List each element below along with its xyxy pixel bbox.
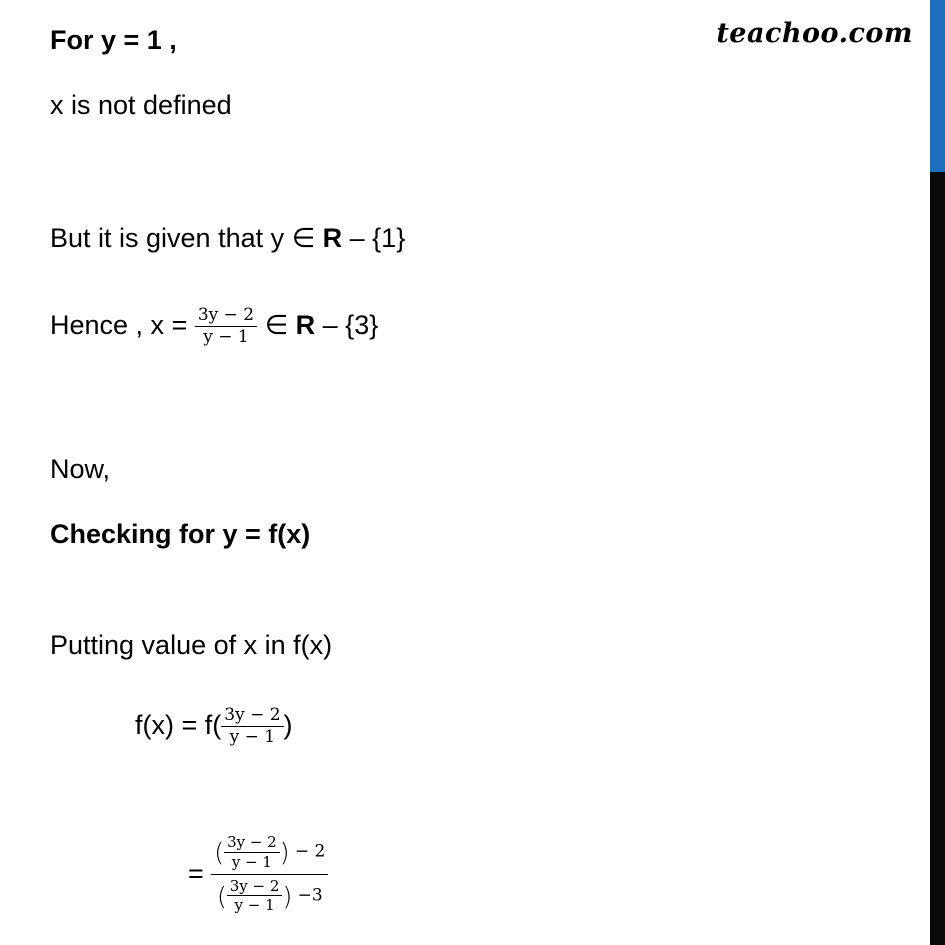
inner-denominator: y − 1 — [224, 852, 280, 872]
real-set-symbol: R — [295, 310, 316, 340]
fraction — [221, 705, 283, 749]
set-prefix: ∈ — [257, 310, 296, 340]
given-prefix: But it is given that y ∈ — [50, 223, 323, 253]
fx-prefix: f(x) = f( — [135, 710, 222, 740]
hence-suffix: – {3} — [315, 310, 379, 340]
real-set-symbol: R — [322, 223, 343, 253]
compound-fraction — [211, 833, 328, 915]
close-paren: ) — [282, 881, 293, 911]
close-paren: ) — [279, 837, 290, 867]
fraction-denominator: y − 1 — [221, 726, 283, 748]
fraction — [195, 305, 257, 349]
fraction-numerator: 3y − 2 — [224, 705, 281, 726]
compound-denominator — [211, 874, 328, 916]
equals-sign: = — [188, 858, 204, 889]
inner-fraction — [224, 833, 280, 872]
logo: teachoo.com — [716, 18, 913, 49]
vertical-scrollbar[interactable] — [930, 0, 945, 945]
now-line: Now, — [50, 454, 111, 484]
fraction-numerator: 3y − 2 — [197, 305, 255, 326]
given-suffix: – {1} — [342, 223, 406, 253]
denominator-tail: −3 — [292, 885, 323, 906]
inner-fraction — [227, 877, 283, 916]
inner-denominator: y − 1 — [227, 895, 283, 915]
inner-numerator: 3y − 2 — [229, 876, 280, 895]
compound-numerator — [211, 833, 328, 874]
fx-line — [135, 700, 293, 750]
numerator-tail: − 2 — [289, 841, 326, 862]
fraction-denominator: y − 1 — [195, 326, 257, 348]
open-paren: ( — [214, 837, 225, 867]
hence-line — [50, 302, 378, 349]
check-heading: Checking for y = f(x) — [50, 519, 311, 549]
case-heading: For y = 1 , — [50, 25, 177, 55]
hence-prefix: Hence , x = — [50, 310, 195, 340]
scrollbar-thumb[interactable] — [930, 0, 945, 172]
given-line — [50, 222, 405, 254]
undefined-line: x is not defined — [50, 90, 232, 120]
putting-line: Putting value of x in f(x) — [50, 630, 333, 660]
inner-numerator: 3y − 2 — [227, 833, 277, 851]
eq-line — [188, 833, 328, 915]
open-paren: ( — [217, 881, 227, 911]
fx-suffix: ) — [283, 710, 293, 740]
